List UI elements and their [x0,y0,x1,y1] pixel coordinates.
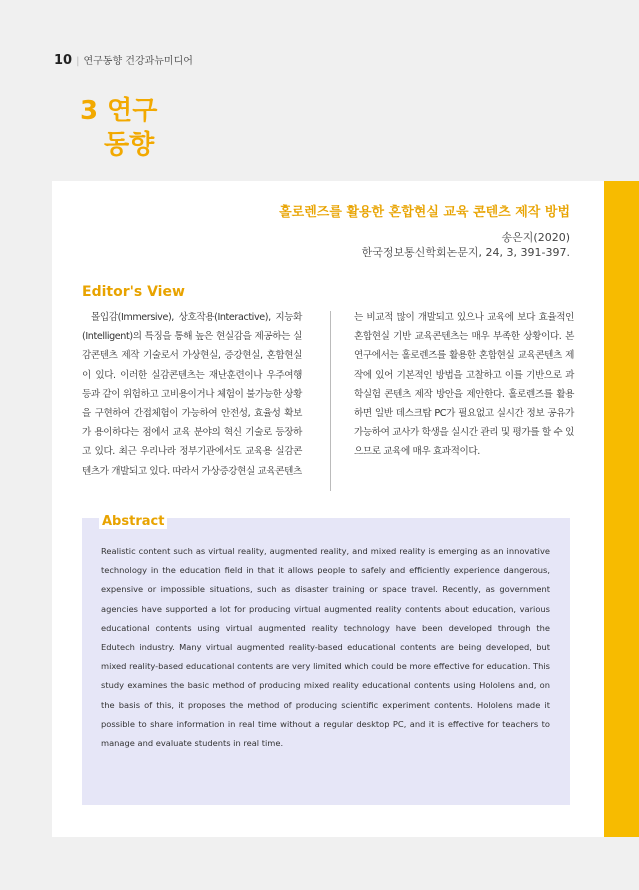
editors-view-heading: Editor's View [82,284,185,300]
paper-title: 홀로렌즈를 활용한 혼합현실 교육 콘텐츠 제작 방법 [279,205,570,220]
abstract-box [82,514,570,805]
page-number: 10 [54,53,73,68]
column-divider [330,311,331,491]
section-title-line2: 동향 [104,130,155,160]
abstract-heading: Abstract [99,514,167,529]
paper-journal: 한국정보통신학회논문지, 24, 3, 391-397. [361,246,570,259]
editors-view-left-column: 몰입감(Immersive), 상호작용(Interactive), 지능화(Intelligent)의 특징을 통해 높은 현실감을 제공하는 실감콘텐츠 제작 기술로서 가상현실, 증강현실, 혼합현실이 있다. 이러한 실감콘텐츠는 재난훈련이나 우주여행 등과 같이 위험하고 고비용이거나 체험이 불가능한 상황을 구현하여 간접체험이 가능하여 안전성, 효율성 확보가 용이하다는 점에서 교육 분야의 혁신 기술로 등장하고 있다. 최근 우리나라 정부기관에서도 교육용 실감콘텐츠가 개발되고 있다. 따라서 가상증강현실 교육콘텐츠 [82,312,302,477]
abstract-text: Realistic content such as virtual reality, augmented reality, and mixed reality is emerging as an innovative technology in the education field in that it allows people to safely and efficiently experience dangerous, expensive or impossible situations, such as disaster training or space travel. Recently, as government agencies have supported a lot for producing virtual augmented reality contents about education, various educational contents using virtual augmented reality technology have been developed through the Edutech industry. Many virtual augmented reality-based educational contents are being developed, but mixed reality-based educational contents are very limited which could be more effective for education. This study examines the basic method of producing mixed reality educational contents using Hololens and, on the basis of this, it proposes the method of producing scientific experiment contents. Hololens made it possible to share information in real time without a regular desktop PC, and it is effective for teachers to manage and evaluate students in real time. [101,546,550,749]
paper-author: 송은지(2020) [501,231,570,244]
content-panel [52,181,604,837]
running-header [54,52,193,68]
editors-view-right-column: 는 비교적 많이 개발되고 있으나 교육에 보다 효율적인 혼합현실 기반 교육콘텐츠는 매우 부족한 상황이다. 본 연구에서는 홀로렌즈를 활용한 혼합현실 교육콘텐츠 제작에 있어 기본적인 방법을 고찰하고 이를 기반으로 과학실험 콘텐츠 제작 방안을 제안한다. 홀로렌즈를 활용하면 일반 데스크탑 PC가 필요없고 실시간 정보 공유가 가능하여 교사가 학생을 실시간 관리 및 평가를 할 수 있으므로 교육에 매우 효과적이다. [354,312,574,458]
accent-sidebar [604,181,639,837]
section-title [80,94,157,162]
header-divider: | [76,56,80,67]
running-title: 연구동향 건강과뉴미디어 [83,56,193,67]
section-title-line1: 3 연구 [80,96,158,126]
